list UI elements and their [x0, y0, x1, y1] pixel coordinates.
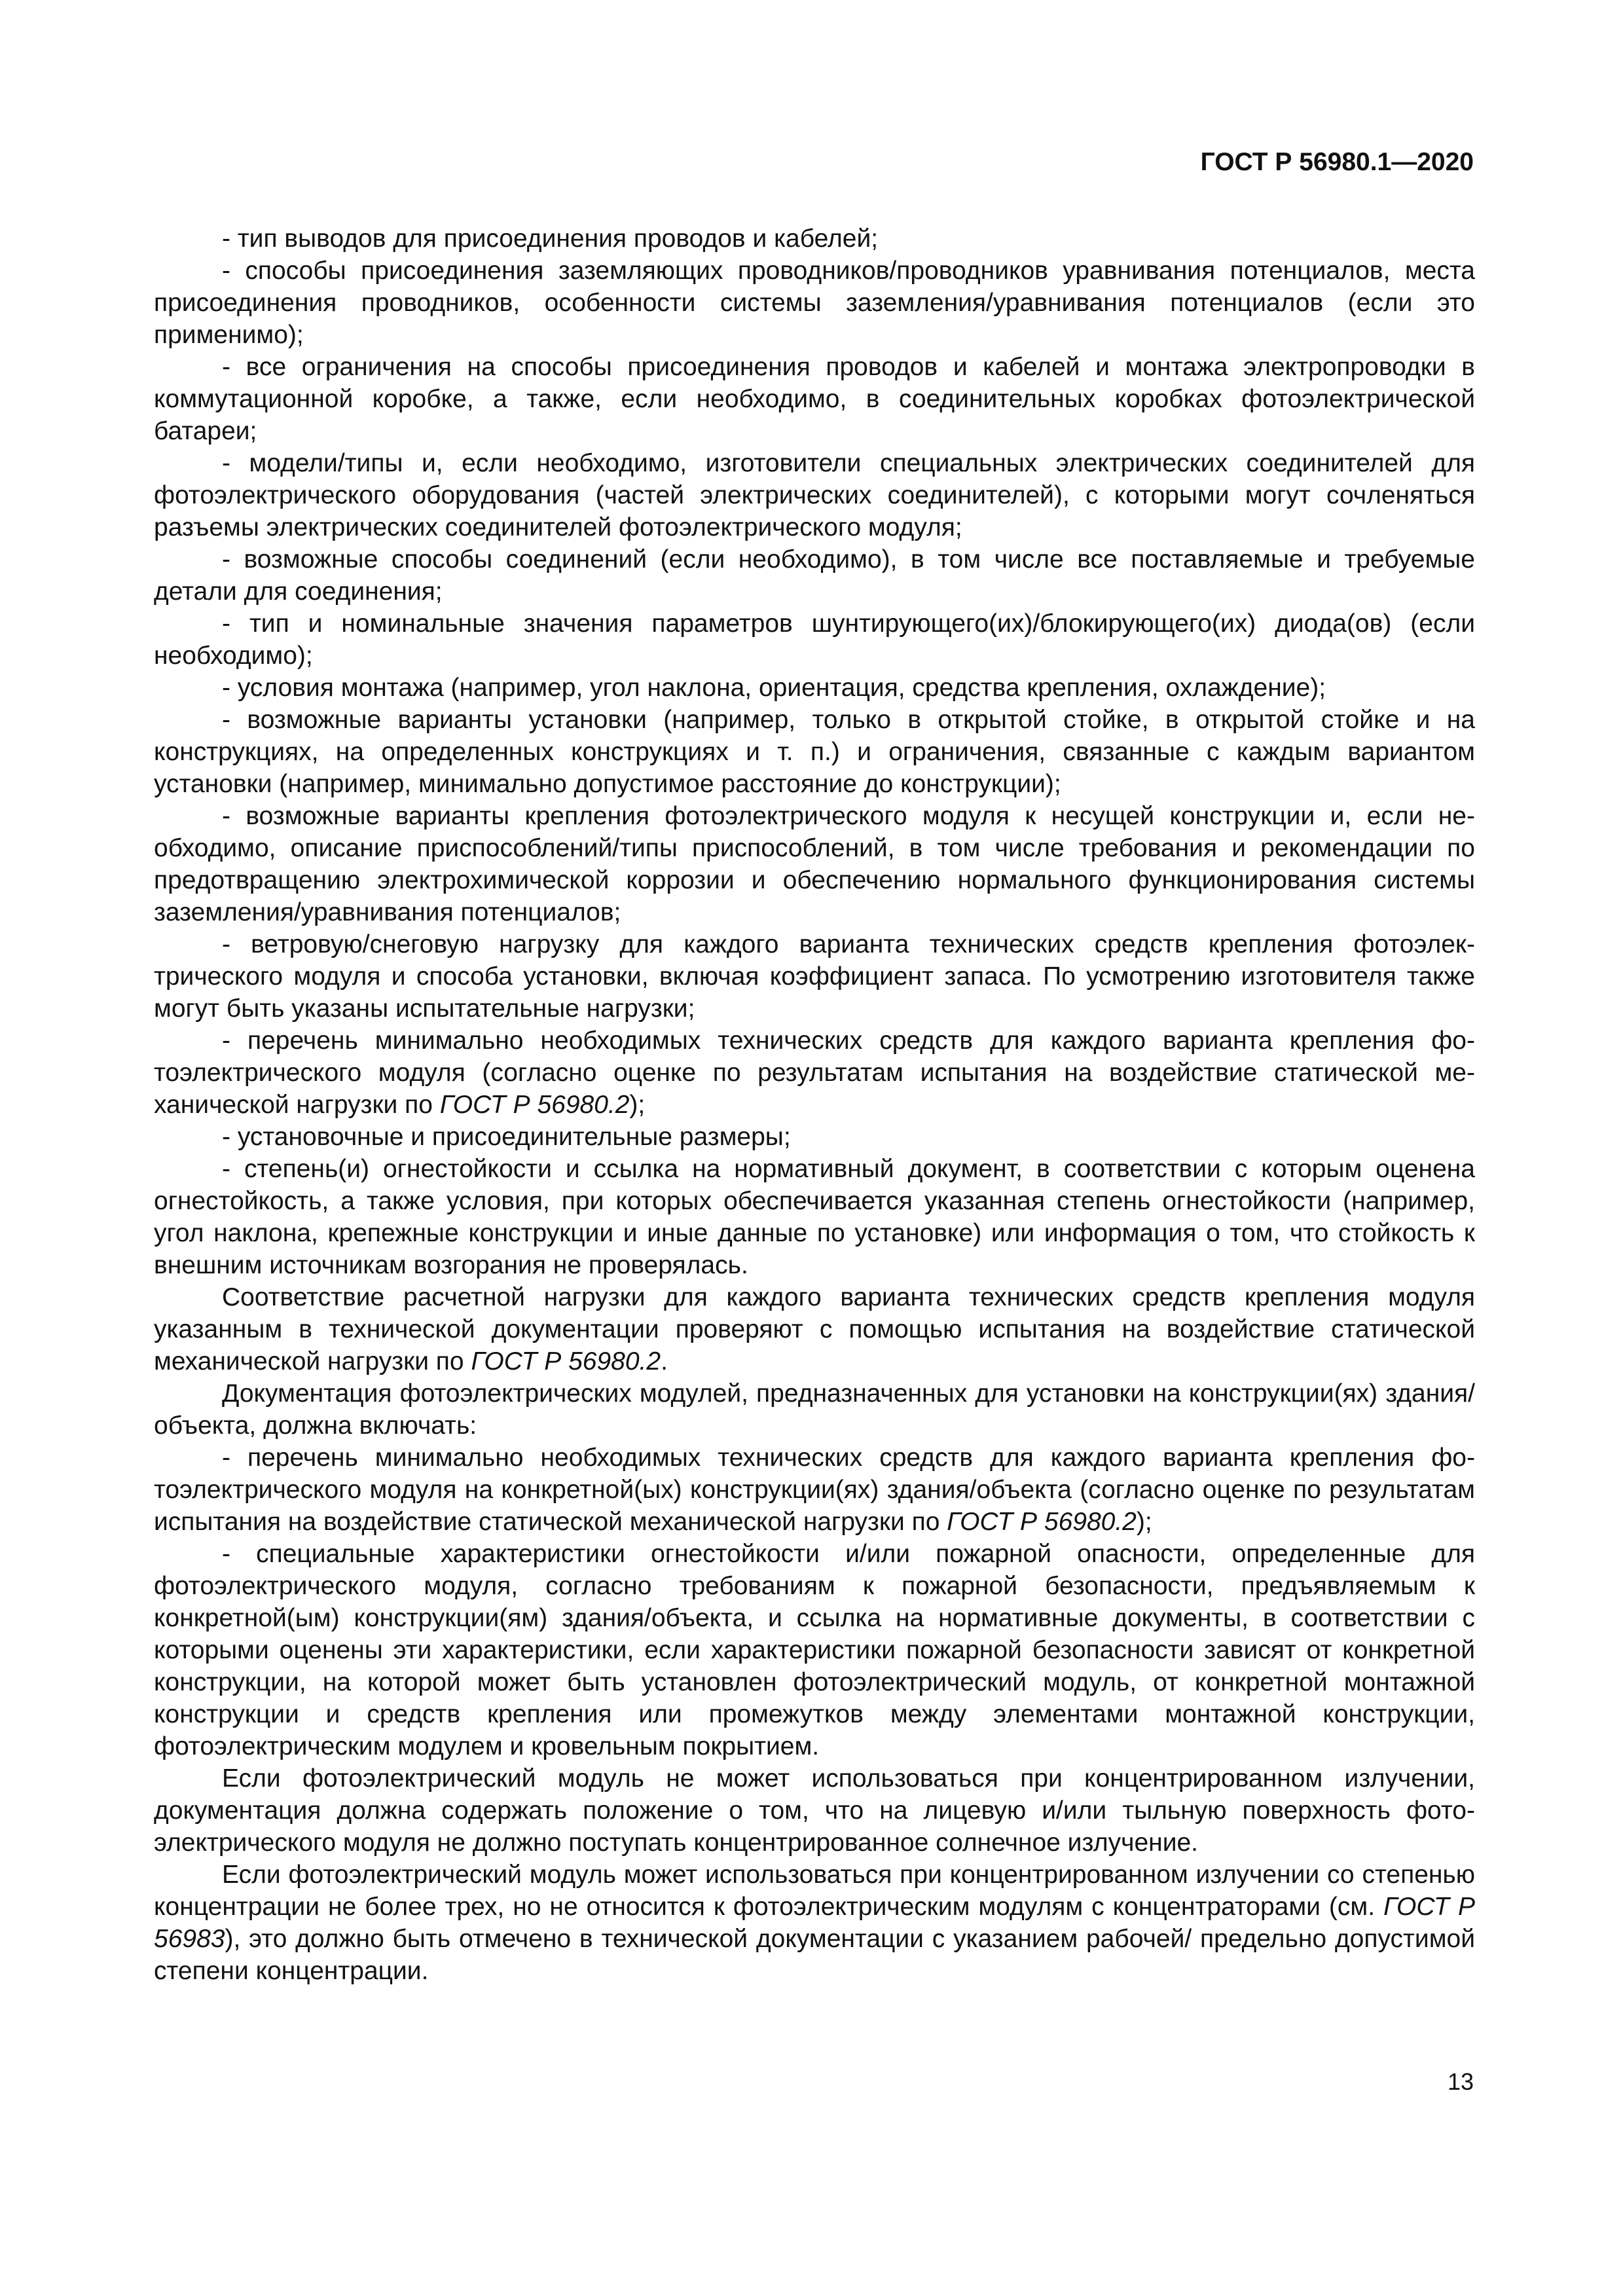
document-body: [154, 223, 1475, 1987]
paragraph: - условия монтажа (например, угол наклона, ориентация, средства крепления, охлаждение);: [222, 674, 1326, 702]
standard-reference: ГОСТ Р 56980.2: [471, 1347, 661, 1376]
paragraph: - установочные и присоединительные размеры;: [222, 1123, 791, 1151]
paragraph: - перечень минимально необходимых технических средств для каждого варианта крепления фотоэлектрического модуля (согласно оценке по результатам испытания на воздействие статической механической нагрузки по ГОСТ Р 56980.2);: [154, 1027, 1475, 1119]
standard-reference: ГОСТ Р 56980.2: [439, 1091, 630, 1119]
paragraph: - специальные характеристики огнестойкости и/или пожарной опасности, определенные для фотоэлектрического модуля, согласно требованиям к пожарной безопасности, предъявляемым к конкретной(ым) конструкции(ям) здания/объекта, и ссылка на нормативные документы, в соответствии с которыми оценены эти характеристики, если характеристики пожарной безопасности зависят от конкретной конструкции, на которой может быть установлен фотоэлектрический модуль, от конкретной монтажной конструкции и средств крепления или промежутков между элементами монтажной конструкции, фотоэлектрическим модулем и кровельным покрытием.: [154, 1540, 1475, 1760]
paragraph: - возможные способы соединений (если необходимо), в том числе все поставляемые и требуемые детали для соединения;: [154, 545, 1475, 606]
paragraph: Если фотоэлектрический модуль не может использоваться при концентрированном излучении, документация должна содержать положение о том, что на лицевую и/или тыльную поверхность фотоэлектрического модуля не должно поступать концентрированное солнечное излучение.: [154, 1764, 1475, 1857]
paragraph: - тип выводов для присоединения проводов и кабелей;: [222, 225, 879, 253]
paragraph: - тип и номинальные значения параметров шунтирующего(их)/блокирующего(их) диода(ов) (если необходимо);: [154, 610, 1475, 670]
standard-reference: ГОСТ Р 56983: [154, 1893, 1476, 1953]
paragraph: Если фотоэлектрический модуль может использоваться при концентрированном излучении со степенью концентрации не более трех, но не относится к фотоэлектрическим модулям с концентраторами (см. ГОСТ Р 56983), это должно быть отмечено в технической документации с указанием рабочей/ предельно допустимой степени концентрации.: [154, 1861, 1476, 1985]
paragraph: Документация фотоэлектрических модулей, предназначенных для установки на конструкции(ях) здания/объекта, должна включать:: [154, 1379, 1475, 1440]
standard-reference: ГОСТ Р 56980.2: [947, 1508, 1137, 1536]
document-header-standard-code: ГОСТ Р 56980.1—2020: [1200, 148, 1474, 176]
paragraph: Соответствие расчетной нагрузки для каждого варианта технических средств крепления модуля указанным в технической документации проверяют с помощью испытания на воздействие статической механической нагрузки по ГОСТ Р 56980.2.: [154, 1283, 1475, 1376]
paragraph: - возможные варианты крепления фотоэлектрического модуля к несущей конструкции и, если необходимо, описание приспособлений/типы приспособлений, в том числе требования и рекомендации по предотвращению электрохимической коррозии и обеспечению нормального функционирования системы заземления/уравнивания потенциалов;: [154, 802, 1475, 926]
paragraph: - все ограничения на способы присоединения проводов и кабелей и монтажа электропроводки в коммутационной коробке, а также, если необходимо, в соединительных коробках фотоэлектрической батареи;: [154, 353, 1475, 445]
paragraph: - способы присоединения заземляющих проводников/проводников уравнивания потенциалов, места присоединения проводников, особенности системы заземления/уравнивания потенциалов (если это применимо);: [154, 257, 1475, 349]
paragraph: - перечень минимально необходимых технических средств для каждого варианта крепления фотоэлектрического модуля на конкретной(ых) конструкции(ях) здания/объекта (согласно оценке по результатам испытания на воздействие статической механической нагрузки по ГОСТ Р 56980.2);: [154, 1444, 1475, 1536]
page-number: 13: [1447, 2068, 1474, 2095]
paragraph: - модели/типы и, если необходимо, изготовители специальных электрических соединителей для фотоэлектрического оборудования (частей электрических соединителей), с которыми могут сочленяться разъемы электрических соединителей фотоэлектрического модуля;: [154, 449, 1475, 541]
paragraph: - степень(и) огнестойкости и ссылка на нормативный документ, в соответствии с которым оценена огнестойкость, а также условия, при которых обеспечивается указанная степень огнестойкости (например, угол наклона, крепежные конструкции и иные данные по установке) или информация о том, что стойкость к внешним источникам возгорания не проверялась.: [154, 1155, 1475, 1279]
paragraph: - возможные варианты установки (например, только в открытой стойке, в открытой стойке и на конструкциях, на определенных конструкциях и т. п.) и ограничения, связанные с каждым вариантом установки (например, минимально допустимое расстояние до конструкции);: [154, 706, 1475, 798]
paragraph: - ветровую/снеговую нагрузку для каждого варианта технических средств крепления фотоэлектрического модуля и способа установки, включая коэффициент запаса. По усмотрению изготовителя также могут быть указаны испытательные нагрузки;: [154, 930, 1475, 1023]
